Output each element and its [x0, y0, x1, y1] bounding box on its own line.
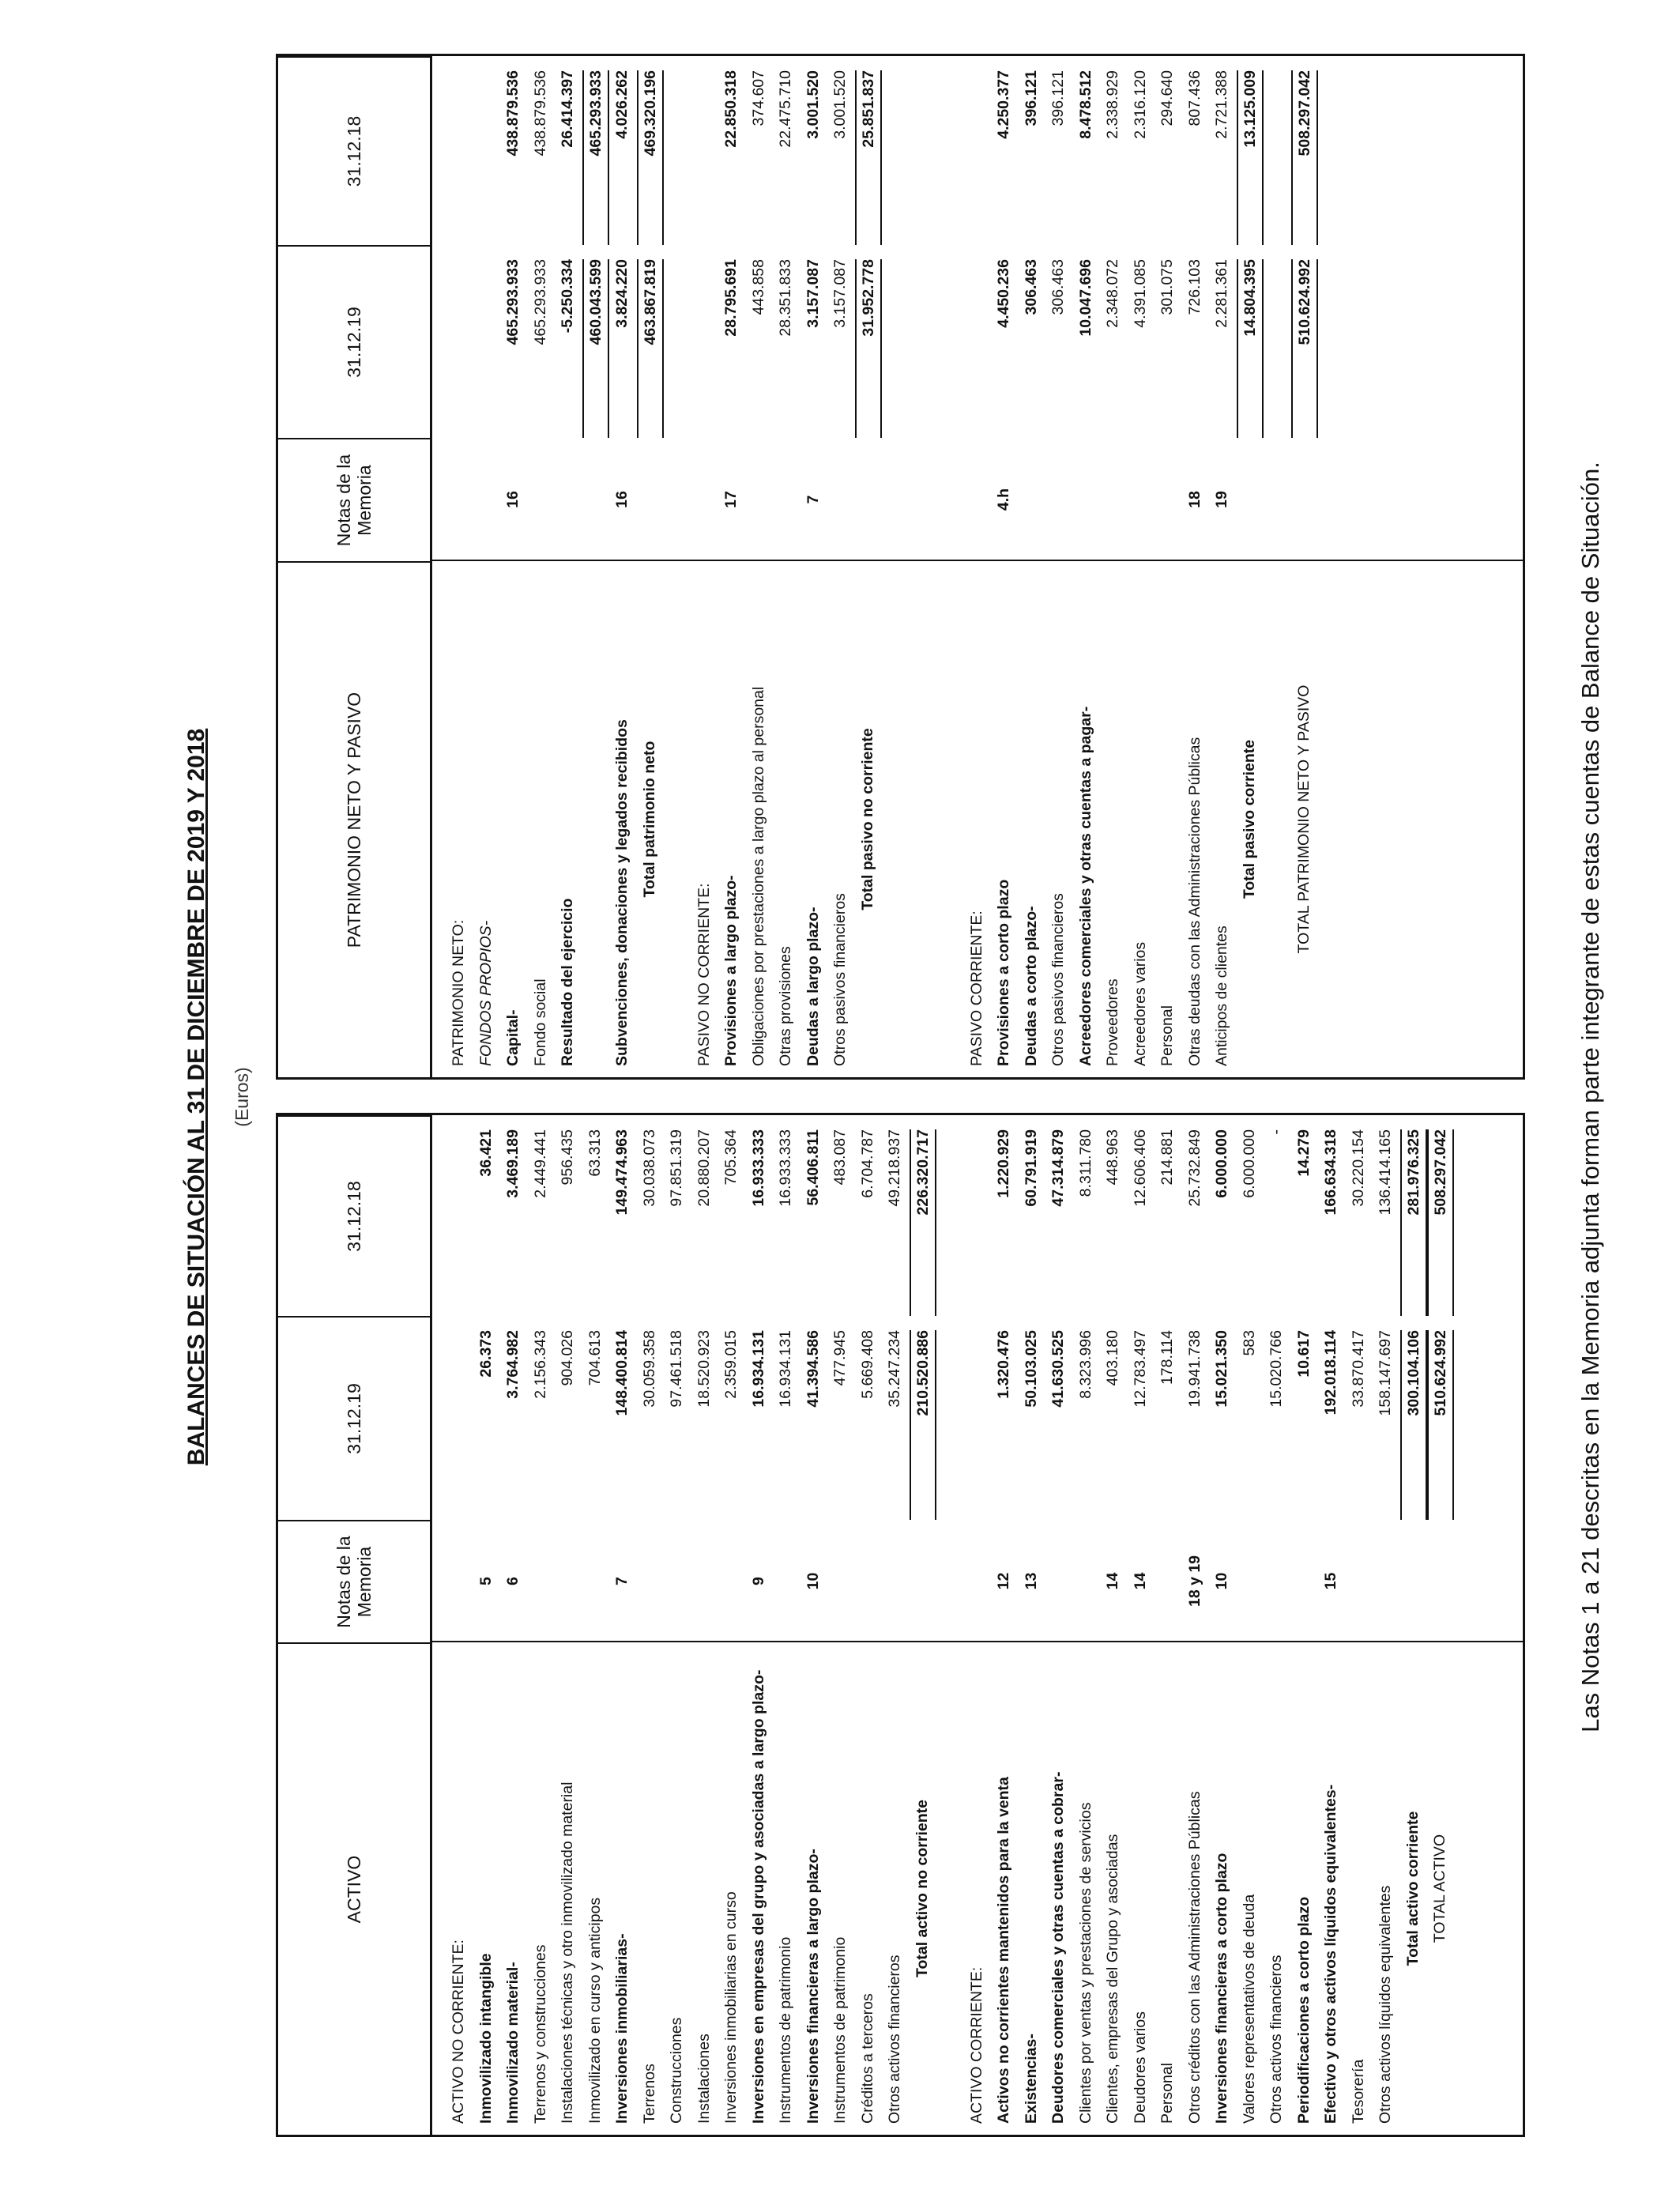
row-value-2018: 136.414.165	[1377, 1129, 1394, 1216]
table-row	[609, 1115, 637, 2135]
row-value-2018: 3.469.189	[504, 1129, 522, 1198]
table-row	[746, 56, 774, 1077]
document-title: BALANCES DE SITUACIÓN AL 31 DE DICIEMBRE DE 2019 Y 2018	[183, 728, 209, 1466]
table-row	[1373, 1115, 1400, 2135]
row-value-2019: 50.103.025	[1022, 1330, 1040, 1408]
table-row	[1128, 1115, 1155, 2135]
table-row	[827, 56, 855, 1077]
row-label: Créditos a terceros	[858, 1993, 876, 2124]
assets-header-concept: ACTIVO	[278, 1642, 430, 2135]
row-label: Otras deudas con las Administraciones Públicas	[1185, 737, 1203, 1066]
row-value-2019: 510.624.992	[1291, 259, 1318, 438]
row-value-2018: 6.000.000	[1213, 1129, 1230, 1198]
table-row	[1427, 1115, 1455, 2135]
row-note: 18	[1185, 491, 1203, 508]
row-value-2019: 10.617	[1294, 1330, 1313, 1378]
row-value-2018: 2.338.929	[1104, 70, 1121, 139]
row-note: 18 y 19	[1185, 1555, 1203, 1608]
table-row	[855, 1115, 883, 2135]
row-value-2019: 306.463	[1049, 259, 1067, 315]
table-row	[882, 1115, 910, 2135]
row-value-2019: 2.359.015	[722, 1330, 740, 1399]
table-row	[446, 56, 473, 1077]
row-value-2019: 28.795.691	[722, 259, 740, 337]
row-note: 10	[804, 1572, 822, 1590]
table-row	[773, 1115, 800, 2135]
row-value-2019: 30.059.358	[640, 1330, 658, 1408]
row-label: FONDOS PROPIOS-	[477, 920, 495, 1066]
table-row	[1291, 56, 1319, 1077]
table-row	[936, 1115, 964, 2135]
assets-header-notes: Notas de la Memoria	[278, 1520, 430, 1642]
row-note: 7	[804, 495, 822, 504]
row-label: Inversiones en empresas del grupo y asociadas a largo plazo-	[749, 1669, 767, 2124]
row-label: Inversiones financieras a corto plazo	[1213, 1853, 1230, 2124]
table-row	[1182, 1115, 1210, 2135]
table-row	[500, 56, 528, 1077]
row-value-2019: 3.157.087	[804, 259, 822, 328]
row-value-2018: 956.435	[559, 1129, 576, 1186]
row-label: Anticipos de clientes	[1213, 925, 1230, 1066]
equity-header-2018: 31.12.18	[278, 56, 430, 245]
row-value-2018: 508.297.042	[1427, 1129, 1454, 1316]
row-label: Deudores comerciales y otras cuentas a cobrar-	[1049, 1771, 1067, 2124]
row-value-2019: 16.934.131	[749, 1330, 767, 1408]
table-row	[1073, 1115, 1101, 2135]
table-row	[582, 56, 610, 1077]
row-value-2019: 31.952.778	[855, 259, 882, 438]
row-note: 16	[504, 491, 522, 508]
row-value-2018: 396.121	[1022, 70, 1040, 126]
footnote: Las Notas 1 a 21 descritas en la Memoria adjunta forman parte integrante de estas cuentas de Balance de Situación.	[1576, 462, 1604, 1732]
table-row	[1346, 1115, 1373, 2135]
row-value-2018: 47.314.879	[1049, 1129, 1067, 1207]
table-row	[1237, 56, 1264, 1077]
table-row	[964, 56, 992, 1077]
row-value-2018: 807.436	[1185, 70, 1203, 126]
row-value-2018: 1.220.929	[995, 1129, 1012, 1198]
row-note: 10	[1213, 1572, 1230, 1590]
row-value-2018: 25.732.849	[1185, 1129, 1203, 1207]
row-value-2019: 14.804.395	[1237, 259, 1264, 438]
row-label: Inversiones financieras a largo plazo-	[804, 1849, 822, 2124]
row-value-2018: 56.406.811	[804, 1129, 822, 1206]
row-value-2019: 510.624.992	[1427, 1330, 1454, 1520]
row-value-2019: 465.293.933	[531, 259, 549, 345]
table-row	[637, 56, 665, 1077]
table-row	[500, 1115, 528, 2135]
row-value-2018: 97.851.319	[668, 1129, 685, 1207]
row-label: Instrumentos de patrimonio	[777, 1936, 794, 2124]
row-value-2019: 16.934.131	[777, 1330, 794, 1408]
row-label: Instalaciones técnicas y otro inmovilizado material	[559, 1781, 576, 2124]
assets-header-2019: 31.12.19	[278, 1316, 430, 1520]
table-row	[1100, 56, 1128, 1077]
row-label: TOTAL ACTIVO	[1431, 1834, 1448, 1943]
table-row	[1318, 1115, 1346, 2135]
row-value-2019: 306.463	[1022, 259, 1040, 315]
row-value-2018: 438.879.536	[531, 70, 549, 156]
table-row	[1045, 56, 1073, 1077]
row-label: Resultado del ejercicio	[559, 898, 576, 1066]
equity-liabilities-table	[276, 54, 1525, 1080]
row-value-2019: 18.520.923	[695, 1330, 713, 1408]
table-row	[1045, 1115, 1073, 2135]
row-label: Personal	[1158, 1005, 1176, 1066]
row-note: 14	[1104, 1572, 1121, 1590]
table-row	[964, 1115, 992, 2135]
row-note: 17	[722, 491, 740, 508]
table-row	[1264, 56, 1291, 1077]
table-row	[1237, 1115, 1264, 2135]
row-value-2019: 3.824.220	[613, 259, 631, 328]
row-label: TOTAL PATRIMONIO NETO Y PASIVO	[1294, 684, 1313, 954]
row-label: PASIVO NO CORRIENTE:	[695, 883, 713, 1066]
table-row	[1073, 56, 1101, 1077]
table-row	[1100, 1115, 1128, 2135]
row-note: 16	[613, 491, 631, 508]
table-row	[718, 56, 746, 1077]
row-value-2018: 508.297.042	[1291, 70, 1318, 245]
row-note: 15	[1322, 1572, 1339, 1590]
row-value-2019: 12.783.497	[1131, 1330, 1149, 1408]
equity-rows	[446, 56, 1318, 1077]
row-value-2018: 2.316.120	[1131, 70, 1149, 139]
row-value-2019: 3.764.982	[504, 1330, 522, 1399]
table-row	[1291, 1115, 1319, 2135]
row-label: Terrenos y construcciones	[531, 1944, 549, 2124]
table-row	[1128, 56, 1155, 1077]
row-value-2019: 5.669.408	[858, 1330, 876, 1399]
row-value-2019: 403.180	[1104, 1330, 1121, 1386]
row-value-2018: 4.250.377	[995, 70, 1012, 139]
row-value-2019: 465.293.933	[504, 259, 522, 345]
row-value-2018: 20.880.207	[695, 1129, 713, 1207]
row-label: Obligaciones por prestaciones a largo plazo al personal	[749, 686, 767, 1066]
row-label: Periodificaciones a corto plazo	[1294, 1896, 1313, 2124]
table-row	[1209, 1115, 1237, 2135]
table-row	[1400, 1115, 1428, 2135]
row-value-2019: 15.020.766	[1268, 1330, 1285, 1408]
table-row	[1182, 56, 1210, 1077]
row-value-2018: 12.606.406	[1131, 1129, 1149, 1207]
row-label: Provisiones a corto plazo	[995, 879, 1012, 1066]
row-value-2018: 49.218.937	[886, 1129, 903, 1207]
row-value-2019: 97.461.518	[668, 1330, 685, 1408]
row-value-2018: -	[1268, 1129, 1285, 1135]
row-value-2019: 8.323.996	[1076, 1330, 1094, 1399]
row-value-2019: 704.613	[586, 1330, 604, 1386]
row-value-2019: 192.018.114	[1322, 1330, 1339, 1416]
row-value-2019: 300.104.106	[1400, 1330, 1427, 1520]
row-value-2019: 210.520.886	[910, 1330, 936, 1520]
row-value-2018: 6.000.000	[1240, 1129, 1258, 1198]
row-value-2018: 63.313	[586, 1129, 604, 1177]
row-value-2018: 2.721.388	[1213, 70, 1230, 139]
row-label: Clientes, empresas del Grupo y asociadas	[1104, 1834, 1121, 2124]
row-label: Otros activos financieros	[1268, 1955, 1285, 2124]
row-label: Existencias-	[1022, 2034, 1040, 2124]
assets-rows	[446, 1115, 1455, 2135]
table-row	[936, 56, 964, 1077]
equity-header-notes: Notas de la Memoria	[278, 438, 430, 561]
table-row	[582, 1115, 610, 2135]
row-value-2019: 33.870.417	[1349, 1330, 1367, 1408]
row-value-2019: 158.147.697	[1377, 1330, 1394, 1416]
row-value-2019: 2.348.072	[1104, 259, 1121, 328]
row-label: Deudas a corto plazo-	[1022, 906, 1040, 1066]
row-note: 14	[1131, 1572, 1149, 1590]
row-value-2019: 15.021.350	[1213, 1330, 1230, 1408]
row-value-2018: 396.121	[1049, 70, 1067, 126]
row-label: Subvenciones, donaciones y legados recibidos	[613, 719, 631, 1066]
row-label: Inversiones inmobiliarias-	[613, 1933, 631, 2124]
row-label: PASIVO CORRIENTE:	[967, 910, 985, 1066]
row-value-2019: 477.945	[831, 1330, 849, 1386]
row-label: Inmovilizado intangible	[477, 1953, 495, 2124]
row-label: Construcciones	[668, 2017, 685, 2124]
row-label: Otros pasivos financieros	[1049, 893, 1067, 1066]
row-value-2018: 3.001.520	[831, 70, 849, 139]
row-value-2018: 4.026.262	[613, 70, 631, 139]
row-note: 7	[613, 1577, 631, 1585]
row-value-2019: 443.858	[749, 259, 767, 315]
row-label: Provisiones a largo plazo-	[722, 875, 740, 1066]
row-value-2018: 226.320.717	[910, 1129, 936, 1316]
table-row	[1019, 56, 1046, 1077]
table-row	[473, 1115, 501, 2135]
assets-header-2018: 31.12.18	[278, 1115, 430, 1316]
row-value-2019: 3.157.087	[831, 259, 849, 328]
row-label: Inmovilizado en curso y anticipos	[586, 1897, 604, 2124]
table-row	[609, 56, 637, 1077]
row-label: ACTIVO NO CORRIENTE:	[450, 1940, 467, 2124]
row-value-2019: 178.114	[1158, 1330, 1176, 1385]
row-value-2019: 583	[1240, 1330, 1258, 1356]
row-value-2019: -5.250.334	[559, 259, 576, 334]
table-row	[528, 1115, 556, 2135]
row-label: Acreedores varios	[1131, 941, 1149, 1066]
equity-header-rule	[430, 56, 432, 1077]
row-value-2019: 28.351.833	[777, 259, 794, 337]
table-row	[910, 1115, 937, 2135]
row-value-2018: 22.850.318	[722, 70, 740, 148]
table-row	[637, 1115, 665, 2135]
row-label: Proveedores	[1104, 978, 1121, 1066]
assets-header-rule	[430, 1115, 432, 2135]
row-value-2019: 301.075	[1158, 259, 1176, 315]
table-row	[855, 56, 883, 1077]
equity-header-concept: PATRIMONIO NETO Y PASIVO	[278, 561, 430, 1077]
row-value-2018: 60.791.919	[1022, 1129, 1040, 1207]
row-label: Total pasivo no corriente	[858, 728, 876, 910]
row-note: 13	[1022, 1572, 1040, 1590]
row-value-2018: 705.364	[722, 1129, 740, 1186]
row-value-2018: 16.933.333	[777, 1129, 794, 1207]
table-row	[664, 56, 691, 1077]
row-label: Otros activos líquidos equivalentes	[1377, 1885, 1394, 2124]
row-note: 4.h	[995, 488, 1012, 511]
row-value-2018: 294.640	[1158, 70, 1176, 126]
row-value-2018: 214.881	[1158, 1129, 1176, 1186]
row-value-2019: 2.156.343	[531, 1330, 549, 1399]
row-value-2018: 448.963	[1104, 1129, 1121, 1186]
row-label: Inmovilizado material-	[504, 1962, 522, 2124]
table-row	[1019, 1115, 1046, 2135]
row-note: 6	[504, 1577, 522, 1585]
row-label: Total pasivo corriente	[1240, 739, 1258, 899]
row-value-2018: 2.449.441	[531, 1129, 549, 1198]
row-label: Personal	[1158, 2063, 1176, 2124]
row-value-2018: 438.879.536	[504, 70, 522, 156]
row-label: Clientes por ventas y prestaciones de servicios	[1076, 1802, 1094, 2124]
row-value-2019: 1.320.476	[995, 1330, 1012, 1399]
row-value-2018: 3.001.520	[804, 70, 822, 139]
table-row	[827, 1115, 855, 2135]
table-row	[910, 56, 937, 1077]
table-row	[446, 1115, 473, 2135]
table-row	[664, 1115, 691, 2135]
row-value-2019: 463.867.819	[637, 259, 664, 438]
row-value-2018: 374.607	[749, 70, 767, 126]
row-label: ACTIVO CORRIENTE:	[967, 1966, 985, 2124]
table-row	[1155, 1115, 1182, 2135]
table-row	[800, 56, 828, 1077]
row-label: Inversiones inmobiliarias en curso	[722, 1891, 740, 2124]
table-row	[800, 1115, 828, 2135]
row-value-2019: 904.026	[559, 1330, 576, 1386]
row-label: Deudas a largo plazo-	[804, 907, 822, 1066]
row-value-2019: 10.047.696	[1076, 259, 1094, 337]
row-note: 19	[1213, 491, 1230, 508]
row-value-2018: 149.474.963	[613, 1129, 631, 1216]
row-label: Otros activos financieros	[886, 1955, 903, 2124]
row-label: Fondo social	[531, 978, 549, 1066]
row-value-2018: 8.311.780	[1076, 1129, 1094, 1197]
row-note: 5	[477, 1577, 495, 1585]
row-value-2019: 2.281.361	[1213, 259, 1230, 328]
row-value-2018: 465.293.933	[582, 70, 609, 245]
row-label: Otros créditos con las Administraciones Públicas	[1185, 1791, 1203, 2124]
row-label: Total activo corriente	[1403, 1811, 1422, 1966]
table-row	[991, 56, 1019, 1077]
row-value-2019: 41.394.586	[804, 1330, 822, 1408]
row-value-2018: 26.414.397	[559, 70, 576, 148]
row-label: Instalaciones	[695, 2034, 713, 2124]
row-value-2019: 41.630.525	[1049, 1330, 1067, 1408]
row-value-2018: 8.478.512	[1076, 70, 1094, 139]
table-row	[991, 1115, 1019, 2135]
assets-table	[276, 1113, 1525, 2137]
table-row	[718, 1115, 746, 2135]
row-value-2018: 6.704.787	[858, 1129, 876, 1198]
table-row	[473, 56, 501, 1077]
table-row	[1155, 56, 1182, 1077]
row-value-2018: 166.634.318	[1322, 1129, 1339, 1216]
table-row	[1209, 56, 1237, 1077]
row-value-2018: 22.475.710	[777, 70, 794, 148]
table-row	[1264, 1115, 1291, 2135]
row-value-2019: 460.043.599	[582, 259, 609, 438]
row-label: Terrenos	[640, 2064, 658, 2124]
row-value-2018: 483.087	[831, 1129, 849, 1186]
row-value-2019: 26.373	[477, 1330, 495, 1378]
equity-header-2019: 31.12.19	[278, 245, 430, 438]
row-value-2019: 726.103	[1185, 259, 1203, 315]
row-label: Instrumentos de patrimonio	[831, 1936, 849, 2124]
row-value-2018: 13.125.009	[1237, 70, 1264, 245]
row-value-2018: 281.976.325	[1400, 1129, 1427, 1316]
row-value-2019: 4.450.236	[995, 259, 1012, 328]
row-value-2019: 19.941.738	[1185, 1330, 1203, 1408]
row-label: Valores representativos de deuda	[1240, 1894, 1258, 2124]
table-row	[691, 56, 719, 1077]
row-note: 12	[995, 1572, 1012, 1590]
table-row	[746, 1115, 774, 2135]
row-value-2018: 30.038.073	[640, 1129, 658, 1207]
row-label: Tesorería	[1349, 2059, 1367, 2124]
row-value-2018: 30.220.154	[1349, 1129, 1367, 1207]
row-value-2018: 16.933.333	[749, 1129, 767, 1207]
row-value-2019: 148.400.814	[613, 1330, 631, 1416]
table-row	[882, 56, 910, 1077]
row-label: Capital-	[504, 1009, 522, 1066]
row-value-2018: 25.851.837	[855, 70, 882, 245]
row-value-2018: 14.279	[1294, 1129, 1313, 1177]
table-row	[691, 1115, 719, 2135]
row-value-2018: 36.421	[477, 1129, 495, 1177]
row-label: Otros pasivos financieros	[831, 893, 849, 1066]
table-row	[528, 56, 556, 1077]
row-label: Activos no corrientes mantenidos para la venta	[995, 1777, 1012, 2124]
row-label: Total activo no corriente	[913, 1800, 931, 1978]
document-subtitle: (Euros)	[232, 1067, 252, 1127]
table-row	[773, 56, 800, 1077]
table-row	[555, 1115, 582, 2135]
row-label: Otras provisiones	[777, 946, 794, 1066]
row-label: Total patrimonio neto	[640, 741, 658, 898]
row-label: Deudores varios	[1131, 2011, 1149, 2124]
row-note: 9	[749, 1577, 767, 1585]
row-value-2019: 4.391.085	[1131, 259, 1149, 328]
row-label: PATRIMONIO NETO:	[450, 919, 467, 1066]
row-value-2018: 469.320.196	[637, 70, 664, 245]
row-label: Efectivo y otros activos líquidos equivalentes-	[1322, 1784, 1339, 2124]
row-label: Acreedores comerciales y otras cuentas a pagar-	[1076, 706, 1094, 1066]
row-value-2019: 35.247.234	[886, 1330, 903, 1408]
table-row	[555, 56, 582, 1077]
